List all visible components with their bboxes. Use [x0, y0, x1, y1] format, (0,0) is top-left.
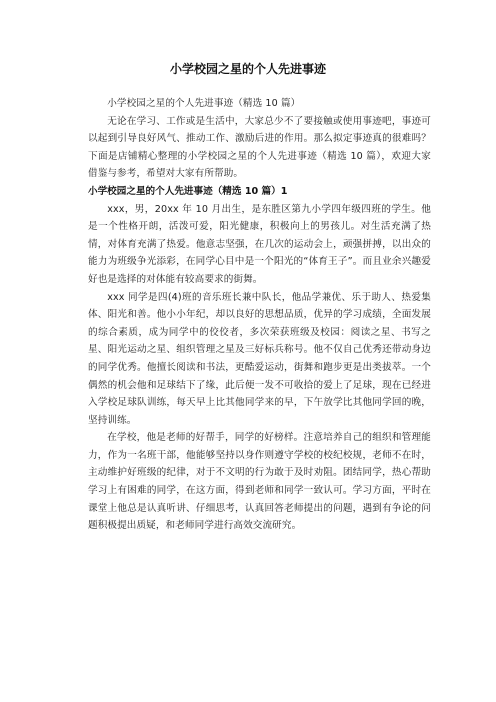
body-paragraph: xxx，男，20xx 年 10 月出生，是东胜区第九小学四年级四班的学生。他是一个性格开朗，活泼可爱，阳光健康，积极向上的男孩儿。对生活充满了热情，对体育充满了热爱。他意志坚强，在几次的运动会上，顽强拼搏，以出众的能力为班级争光添彩，在同学心目中是一个阳光的“体育王子”。而且业余兴趣爱好也是选择的对体能有较高要求的街舞。: [88, 203, 431, 285]
body-paragraph: 在学校，他是老师的好帮手，同学的好榜样。注意培养自己的组织和管理能力，作为一名班干部，他能够坚持以身作则遵守学校的校纪校规，老师不在时，主动维护好班级的纪律，对于不文明的行为敢于及时劝阻。团结同学，热心帮助学习上有困难的同学，在这方面，得到老师和同学一致认可。学习方面，平时在课堂上他总是认真听讲、仔细思考，认真回答老师提出的问题，遇到有争论的问题积极提出质疑，和老师同学进行高效交流研究。: [88, 432, 431, 532]
body-paragraph: 小学校园之星的个人先进事迹（精选 10 篇）: [107, 98, 301, 109]
body-paragraph: 无论在学习、工作或是生活中，大家总少不了要接触或使用事迹吧，事迹可以起到引导良好风气、推动工作、激励后进的作用。那么拟定事迹真的很难吗？下面是店铺精心整理的小学校园之星的个人先进事迹（精选 10 篇），欢迎大家借鉴与参考，希望对大家有所帮助。: [88, 115, 431, 180]
body-paragraph: xxx 同学是四(4)班的音乐班长兼中队长，他品学兼优、乐于助人、热爱集体、阳光和善。他小小年纪，却以良好的思想品质，优异的学习成绩，全面发展的综合素质，成为同学中的佼佼者，多次荣获班级及校园：阅读之星、书写之星、阳光运动之星、组织管理之星及三好标兵称号。他不仅自己优秀还带动身边的同学优秀。他擅长阅读和书法，更酷爱运动，街舞和跑步更是出类拔萃。一个偶然的机会他和足球结下了缘，此后便一发不可收拾的爱上了足球，现在已经进入学校足球队训练，每天早上比其他同学来的早，下午放学比其他同学回的晚，坚持训练。: [88, 291, 431, 426]
document-title: 小学校园之星的个人先进事迹: [169, 62, 326, 76]
document-body: [88, 95, 431, 535]
section-heading: 小学校园之星的个人先进事迹（精选 10 篇）1: [88, 185, 288, 197]
